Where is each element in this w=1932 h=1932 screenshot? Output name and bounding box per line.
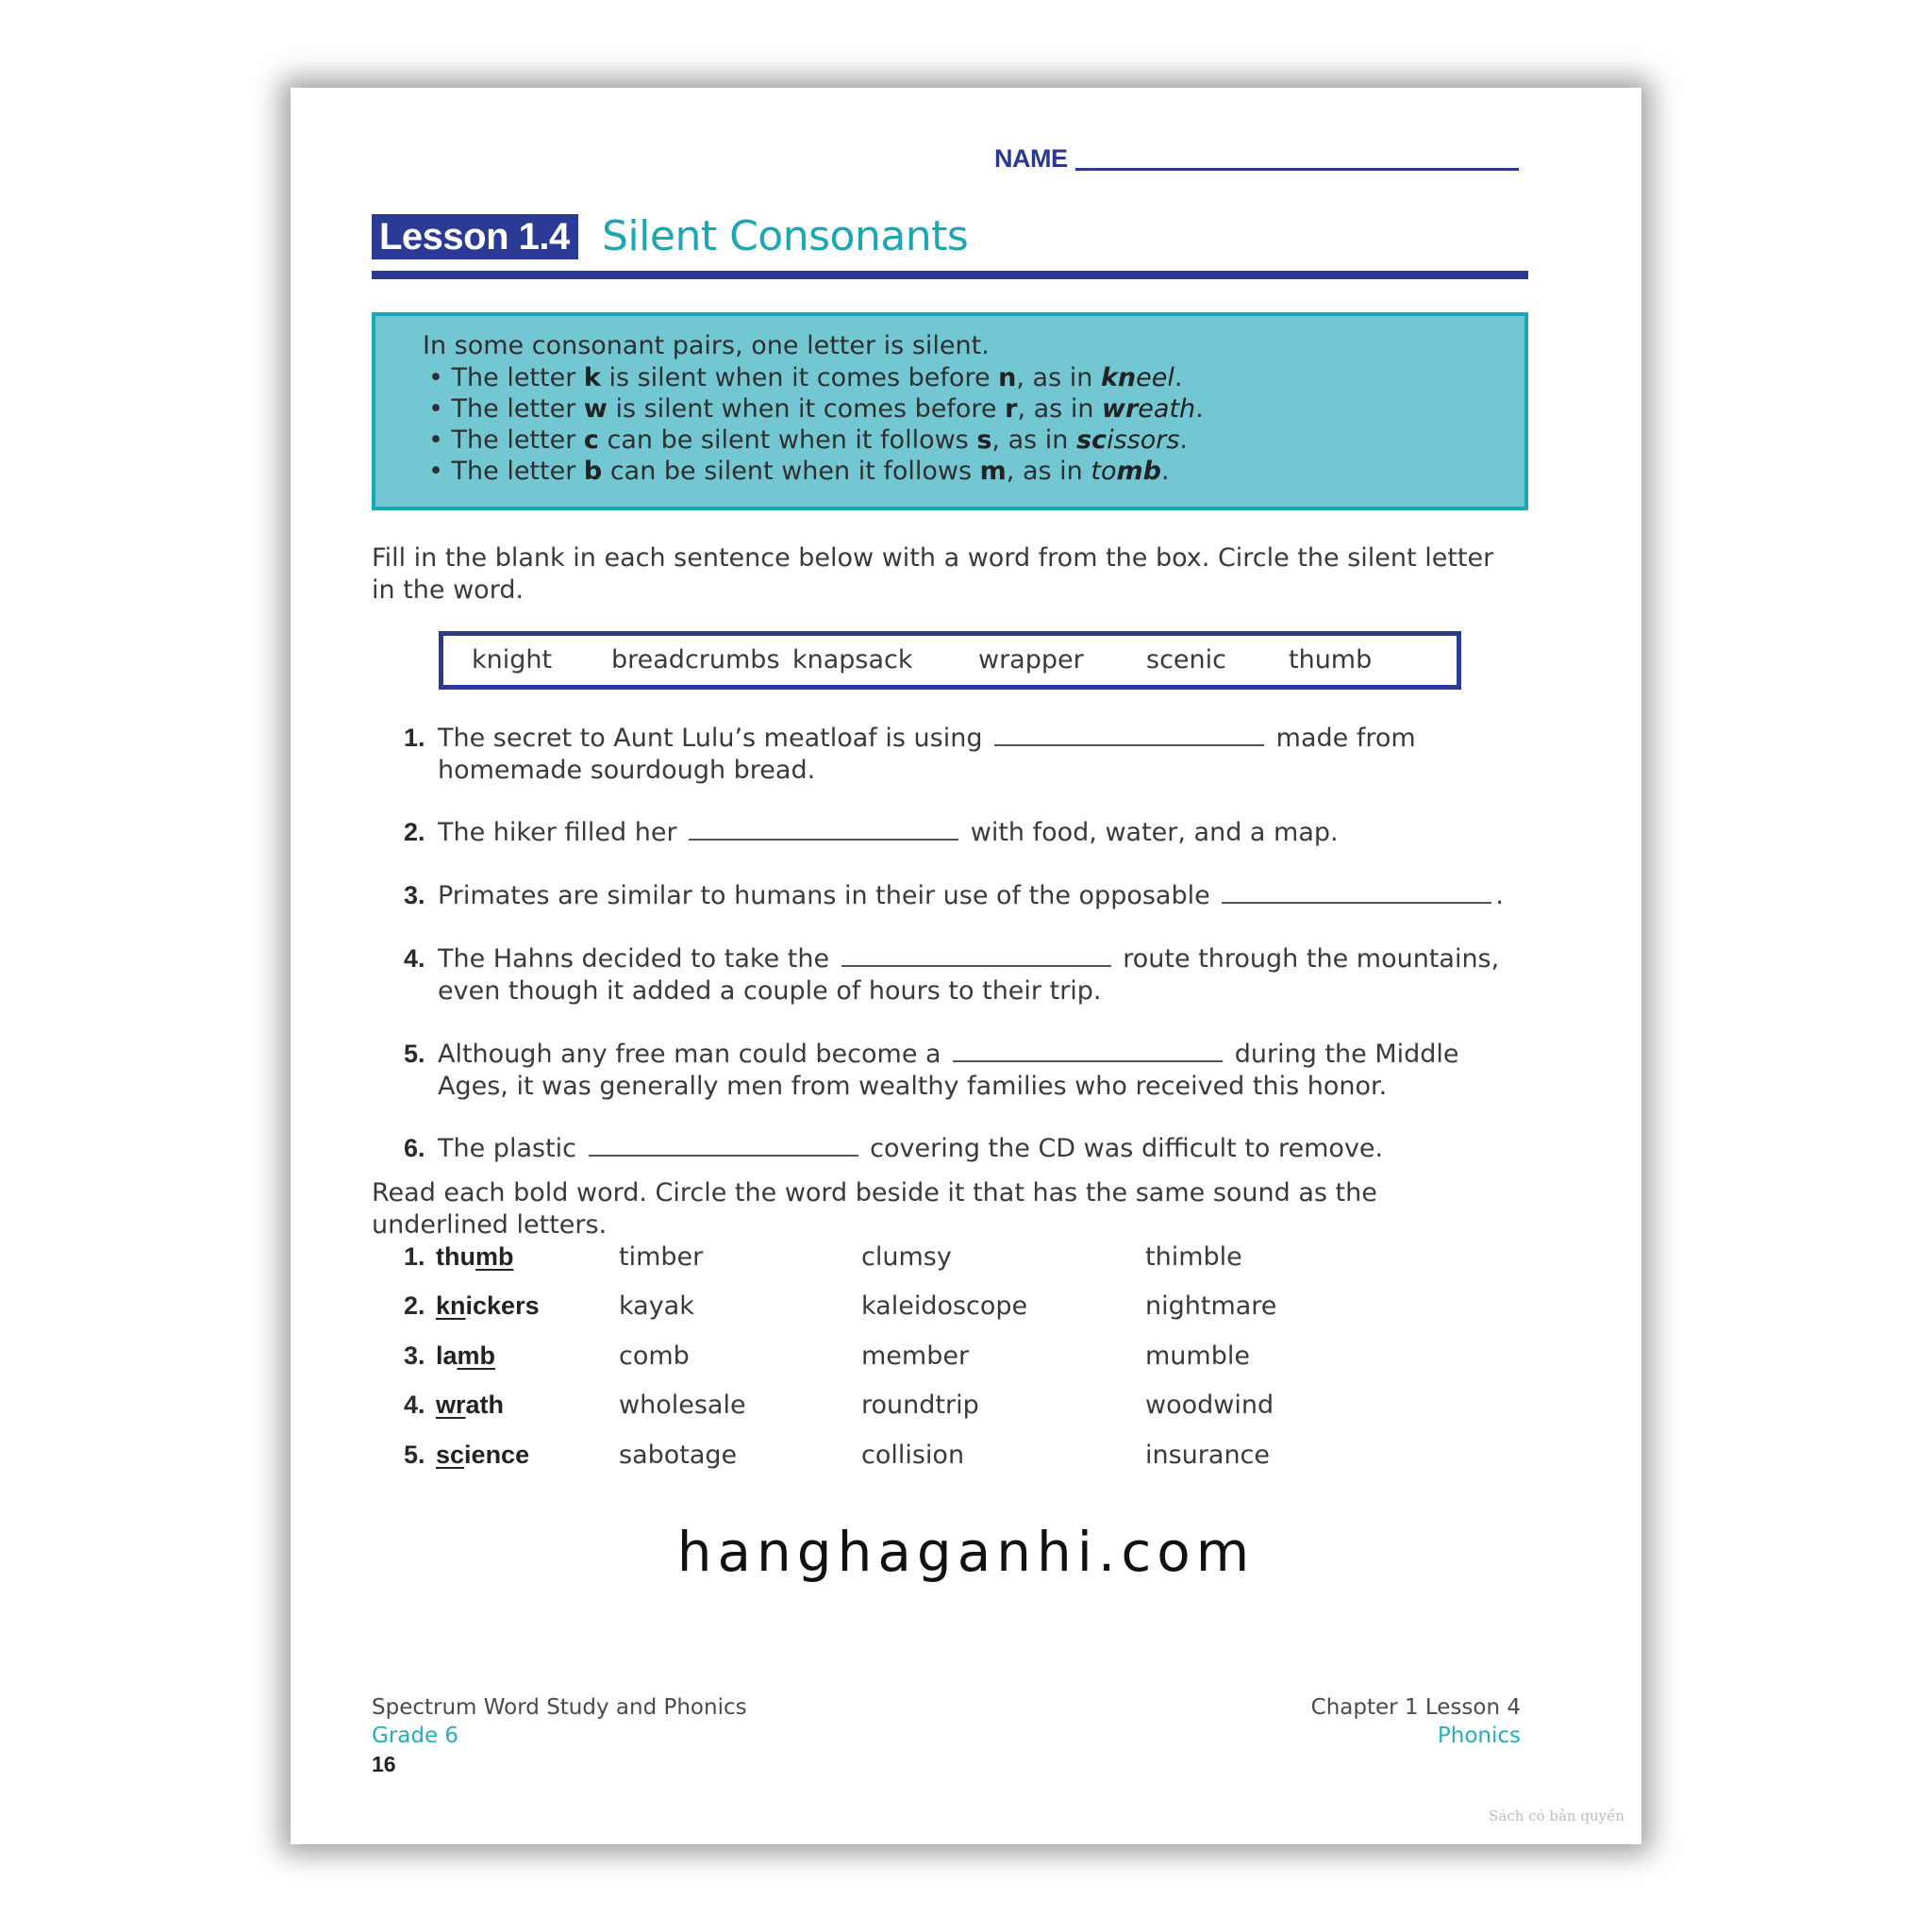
bold-word — [436, 1341, 495, 1371]
rule-example-bold: sc — [1075, 425, 1108, 455]
question-text: Although any free man could become a — [438, 1040, 941, 1069]
row-number: 4. — [404, 1391, 425, 1419]
answer-option[interactable]: kayak — [619, 1291, 694, 1321]
rule-letter: c — [583, 425, 599, 455]
rule-text: The letter — [451, 394, 584, 424]
footer-subject: Phonics — [1437, 1724, 1521, 1748]
underlined-letters: wr — [436, 1391, 466, 1419]
answer-option[interactable]: collision — [861, 1441, 965, 1470]
answer-option[interactable]: clumsy — [861, 1242, 952, 1272]
title-divider — [372, 271, 1528, 279]
part1-instructions: Fill in the blank in each sentence below with a word from the box. Circle the silent letter in the word. — [372, 543, 1494, 605]
rule-text: , as in — [991, 425, 1076, 455]
answer-option[interactable]: kaleidoscope — [861, 1291, 1028, 1321]
question-text: route through the mountains, — [1123, 944, 1500, 974]
rule-text: , as in — [1006, 457, 1091, 486]
word-part: la — [436, 1341, 458, 1370]
row-number: 2. — [404, 1291, 425, 1320]
answer-option[interactable]: thimble — [1145, 1242, 1242, 1272]
question-item — [404, 1130, 1383, 1165]
name-label: NAME — [994, 144, 1068, 173]
bold-word — [436, 1242, 513, 1272]
footer-book-title: Spectrum Word Study and Phonics — [372, 1695, 747, 1720]
answer-option[interactable]: timber — [619, 1242, 704, 1272]
underlined-letters: kn — [436, 1291, 466, 1320]
word-part: thu — [436, 1242, 475, 1271]
name-field — [994, 144, 1519, 174]
site-watermark: hanghaganhi.com — [676, 1520, 1256, 1584]
answer-option[interactable]: insurance — [1145, 1441, 1271, 1470]
word-bank-item: knight — [472, 645, 553, 675]
question-text: with food, water, and a map. — [970, 818, 1339, 847]
worksheet-page — [291, 88, 1641, 1844]
question-text: made from — [1275, 724, 1416, 753]
question-text: The Hahns decided to take the — [438, 944, 830, 974]
word-bank-item: scenic — [1146, 645, 1226, 675]
question-text: The secret to Aunt Lulu’s meatloaf is using — [438, 724, 983, 753]
bold-word — [436, 1291, 540, 1321]
answer-blank[interactable] — [589, 1130, 858, 1157]
question-item — [404, 877, 1504, 912]
rule-text: , as in — [1016, 363, 1101, 392]
question-text: covering the CD was difficult to remove. — [870, 1134, 1384, 1163]
word-part: ickers — [465, 1291, 540, 1320]
answer-option[interactable]: member — [861, 1341, 970, 1371]
question-number: 3. — [404, 881, 425, 909]
answer-option[interactable]: nightmare — [1145, 1291, 1277, 1321]
lesson-badge: Lesson 1.4 — [372, 214, 578, 259]
rule-text: is silent when it comes before — [607, 394, 1006, 424]
footer-chapter: Chapter 1 Lesson 4 — [1310, 1695, 1521, 1720]
question-item — [404, 814, 1339, 849]
answer-blank[interactable] — [994, 720, 1264, 746]
rule-text: , as in — [1017, 394, 1103, 424]
word-bank — [439, 631, 1461, 690]
rule-bullet: • The letter k is silent when it comes before n, as in kneel. — [428, 363, 1183, 392]
question-number: 1. — [404, 724, 425, 752]
underlined-letters: sc — [436, 1441, 465, 1469]
rule-box — [372, 312, 1528, 510]
question-continuation: Ages, it was generally men from wealthy families who received this honor. — [438, 1072, 1388, 1101]
answer-blank[interactable] — [1222, 877, 1491, 904]
question-text: during the Middle — [1234, 1040, 1459, 1069]
rule-intro: In some consonant pairs, one letter is silent. — [423, 331, 990, 360]
lesson-title: Silent Consonants — [602, 212, 969, 260]
row-number: 5. — [404, 1441, 425, 1469]
question-text: Primates are similar to humans in their use of the opposable — [438, 881, 1210, 910]
answer-option[interactable]: comb — [619, 1341, 690, 1371]
question-item — [404, 1036, 1459, 1103]
question-text: . — [1495, 881, 1504, 910]
name-blank-line[interactable] — [1075, 168, 1519, 171]
question-number: 6. — [404, 1134, 425, 1162]
word-bank-item: thumb — [1289, 645, 1373, 675]
answer-blank[interactable] — [689, 814, 958, 841]
rule-letter: r — [1005, 394, 1018, 424]
rule-bullet: • The letter b can be silent when it follows m, as in tomb. — [428, 457, 1170, 486]
rule-letter: n — [998, 363, 1017, 392]
answer-option[interactable]: sabotage — [619, 1441, 738, 1470]
rule-letter: b — [583, 457, 603, 486]
row-number: 3. — [404, 1341, 425, 1370]
bold-word — [436, 1441, 529, 1470]
page-number: 16 — [372, 1752, 396, 1776]
rule-example-bold: wr — [1102, 394, 1139, 424]
rule-text: The letter — [451, 425, 584, 455]
rule-bullet: • The letter w is silent when it comes before r, as in wreath. — [428, 394, 1204, 424]
rule-example-bold: mb — [1116, 457, 1161, 486]
answer-option[interactable]: mumble — [1145, 1341, 1250, 1371]
rule-example-bold: kn — [1100, 363, 1137, 392]
answer-option[interactable]: roundtrip — [861, 1391, 979, 1420]
rule-text: The letter — [451, 457, 584, 486]
row-number: 1. — [404, 1242, 425, 1271]
rule-text: can be silent when it follows — [602, 457, 980, 486]
rule-text: can be silent when it follows — [598, 425, 977, 455]
underlined-letters: mb — [457, 1341, 496, 1370]
rule-letter: w — [583, 394, 608, 424]
footer-grade: Grade 6 — [372, 1724, 459, 1748]
rule-letter: s — [976, 425, 992, 455]
rule-example: issors — [1107, 425, 1180, 455]
answer-blank[interactable] — [953, 1036, 1223, 1062]
rule-example: eel — [1136, 363, 1174, 392]
part2-instructions: Read each bold word. Circle the word beside it that has the same sound as the underlined letters. — [372, 1178, 1377, 1240]
question-number: 2. — [404, 818, 425, 846]
question-number: 5. — [404, 1040, 425, 1068]
bold-word — [436, 1391, 504, 1420]
answer-option[interactable]: woodwind — [1145, 1391, 1274, 1420]
answer-blank[interactable] — [841, 941, 1111, 967]
rule-example: eath — [1138, 394, 1196, 424]
question-text: The hiker filled her — [438, 818, 677, 847]
rule-letter: k — [583, 363, 601, 392]
word-part: ath — [465, 1391, 505, 1419]
question-number: 4. — [404, 944, 425, 973]
word-bank-item: knapsack — [792, 645, 913, 675]
answer-option[interactable]: wholesale — [619, 1391, 746, 1420]
underlined-letters: mb — [475, 1242, 514, 1271]
question-continuation: even though it added a couple of hours to their trip. — [438, 976, 1102, 1006]
question-text: The plastic — [438, 1134, 576, 1163]
rule-text: The letter — [451, 363, 584, 392]
word-bank-item: breadcrumbs — [611, 645, 780, 675]
rule-example: to — [1091, 457, 1117, 486]
word-bank-item: wrapper — [978, 645, 1084, 675]
rule-letter: m — [979, 457, 1007, 486]
word-part: ience — [464, 1441, 530, 1469]
question-item — [404, 941, 1499, 1008]
question-item — [404, 720, 1416, 787]
copyright-note: Sách có bản quyền — [1489, 1807, 1624, 1824]
rule-text: is silent when it comes before — [600, 363, 999, 392]
rule-bullet: • The letter c can be silent when it follows s, as in scissors. — [428, 425, 1188, 455]
question-continuation: homemade sourdough bread. — [438, 756, 816, 785]
